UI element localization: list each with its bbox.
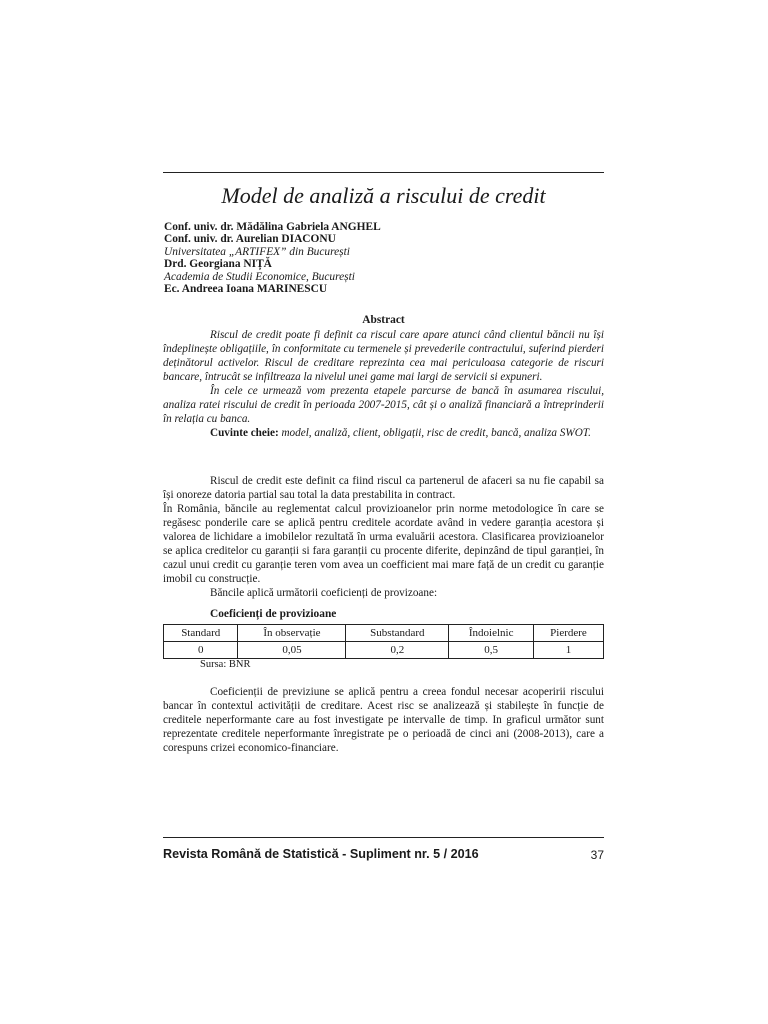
provision-coefficients-table: [163, 624, 604, 659]
author-name: Ec. Andreea Ioana MARINESCU: [164, 283, 328, 296]
table-row: [164, 642, 604, 659]
author-name: Drd. Georgiana NIȚĂ: [164, 258, 272, 271]
article-title: Model de analiză a riscului de credit: [221, 183, 546, 208]
table-header-cell: Pierdere: [534, 625, 604, 642]
table-header-cell: Standard: [164, 625, 238, 642]
body-paragraph: Băncile aplică următorii coeficienți de provizoane:: [210, 587, 438, 599]
table-cell: 0,05: [238, 642, 346, 659]
author-name: Conf. univ. dr. Aurelian DIACONU: [164, 233, 336, 246]
keywords-text: model, analiză, client, obligații, risc de credit, bancă, analiza SWOT.: [281, 427, 591, 439]
header-rule: [163, 172, 604, 173]
body-text-continued: [163, 685, 604, 755]
author-affiliation: Universitatea „ARTIFEX” din București: [164, 245, 350, 258]
page-number: 37: [590, 848, 604, 862]
author-affiliation: Academia de Studii Economice, București: [164, 270, 355, 283]
abstract-paragraph: În cele ce urmează vom prezenta etapele parcurse de bancă în asumarea riscului, analiza ratei riscului de credit în perioada 2007-2015, cât și o analiză financiară a întreprinderii în relația cu banca.: [163, 385, 604, 425]
table-header-row: [164, 625, 604, 642]
table-cell: 0: [164, 642, 238, 659]
table-caption: Coeficienți de provizioane: [210, 608, 337, 620]
footer-rule: [163, 837, 604, 838]
body-paragraph: Riscul de credit este definit ca fiind riscul ca partenerul de afaceri sa nu fie capabil sa își onoreze datoria partial sau total la data prestabilita in contract.: [163, 475, 604, 501]
abstract-paragraph: Riscul de credit poate fi definit ca riscul care apare atunci când clientul băncii nu își îndeplinește obligațiile, în conformitate cu termenele și prevederile contractului, suferind pierderi deținătorul activelor. Riscul de creditare reprezinta cea mai periculoasa categorie de riscuri bancare, întrucât se infiltreaza la nivelul unei game mai largi de servicii si expuneri.: [163, 329, 604, 383]
body-paragraph: În România, băncile au reglementat calcul provizioanelor prin norme metodologice în care se regăsesc ponderile care se aplică pentru creditele acordate având in vedere garanția acestora și valorea de lichidare a imobilelor rezultată în urma evaluării acestora. Clasificarea provizioanelor se aplica creditelor cu garanții si fara garanții cu procente diferite, depinzând de tipul garanției, în cazul unui credit cu garanție teren vom avea un coefficient mai mare față de un credit cu garanție imobil cu construcție.: [163, 503, 604, 585]
body-text: [163, 474, 604, 600]
table-header-cell: Substandard: [346, 625, 449, 642]
author-name: Conf. univ. dr. Mădălina Gabriela ANGHEL: [164, 221, 381, 233]
journal-name: Revista Română de Statistică - Supliment nr. 5 / 2016: [163, 847, 479, 861]
table-cell: 1: [534, 642, 604, 659]
abstract-body: [163, 328, 604, 440]
table-header-cell: În observație: [238, 625, 346, 642]
table-cell: 0,2: [346, 642, 449, 659]
table-source: Sursa: BNR: [200, 659, 251, 670]
table-cell: 0,5: [449, 642, 534, 659]
author-block: [164, 221, 604, 295]
keywords-line: [163, 426, 604, 440]
page: [163, 0, 604, 1024]
abstract-heading: Abstract: [362, 314, 405, 326]
table-header-cell: Îndoielnic: [449, 625, 534, 642]
body-paragraph: Coeficienții de previziune se aplică pentru a creea fondul necesar acoperirii riscului bancar în contextul activității de creditare. Acest risc se analizează și stabilește în funcție de creditele neperformante care au fost investigate pe intervalle de timp. In graficul următor sunt reprezentate creditele neperformante înregistrate pe o perioadă de cinci ani (2008-2013), care a corespuns crizei economico-financiare.: [163, 686, 604, 754]
keywords-label: Cuvinte cheie:: [210, 427, 279, 439]
